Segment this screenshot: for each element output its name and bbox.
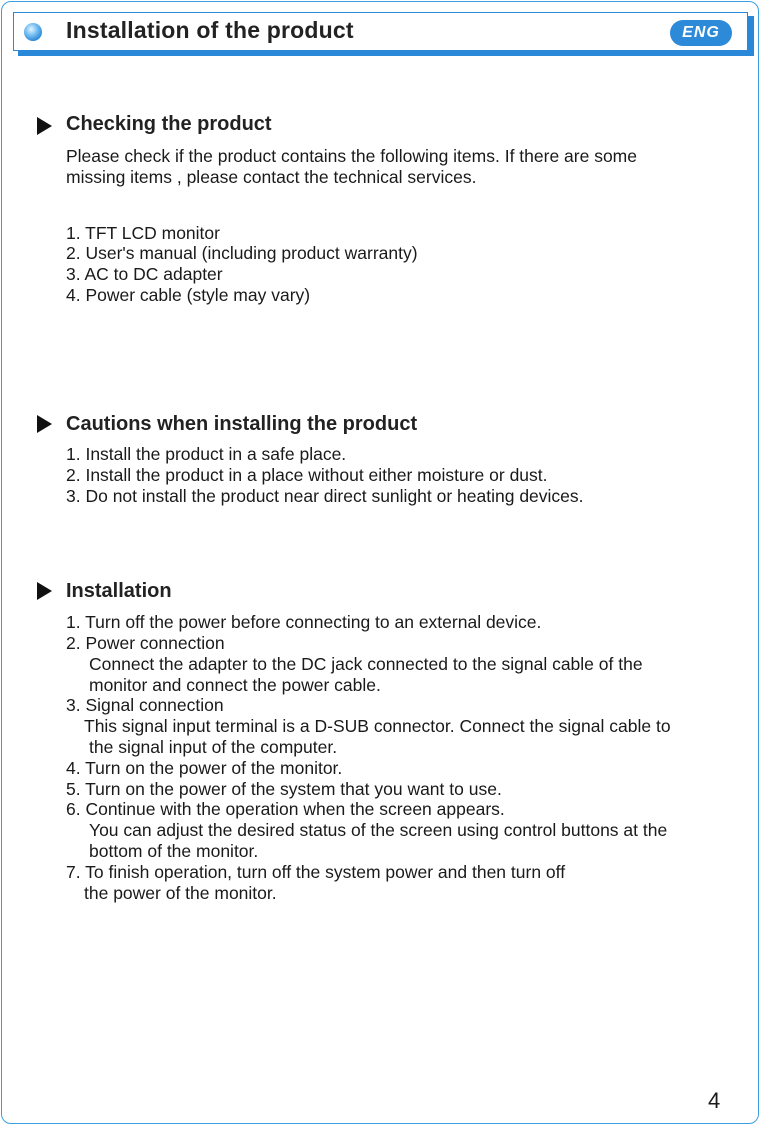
section-arrow-icon bbox=[37, 117, 52, 135]
installation-line: bottom of the monitor. bbox=[89, 841, 259, 861]
installation-line: the signal input of the computer. bbox=[89, 737, 338, 757]
cautions-list-item: 1. Install the product in a safe place. bbox=[66, 444, 347, 464]
installation-line: the power of the monitor. bbox=[84, 883, 277, 903]
checking-list-item: 2. User's manual (including product warranty) bbox=[66, 243, 418, 263]
cautions-list-item: 3. Do not install the product near direct sunlight or heating devices. bbox=[66, 486, 584, 506]
installation-line: 2. Power connection bbox=[66, 633, 225, 653]
checking-list-item: 1. TFT LCD monitor bbox=[66, 223, 220, 243]
section-arrow-icon bbox=[37, 582, 52, 600]
language-badge: ENG bbox=[670, 20, 732, 46]
installation-line: 6. Continue with the operation when the screen appears. bbox=[66, 799, 505, 819]
checking-intro-line: missing items , please contact the technical services. bbox=[66, 167, 477, 187]
installation-line: 5. Turn on the power of the system that you want to use. bbox=[66, 779, 502, 799]
section-arrow-icon bbox=[37, 415, 52, 433]
section-title-cautions: Cautions when installing the product bbox=[66, 413, 418, 435]
installation-line: This signal input terminal is a D-SUB connector. Connect the signal cable to bbox=[84, 716, 671, 736]
installation-line: monitor and connect the power cable. bbox=[89, 675, 381, 695]
checking-intro-line: Please check if the product contains the following items. If there are some bbox=[66, 146, 637, 166]
section-title-checking: Checking the product bbox=[66, 113, 272, 135]
bullet-circle-icon bbox=[24, 23, 42, 41]
checking-list-item: 3. AC to DC adapter bbox=[66, 264, 223, 284]
page-title: Installation of the product bbox=[66, 17, 354, 43]
installation-line: 3. Signal connection bbox=[66, 695, 224, 715]
installation-line: 1. Turn off the power before connecting to an external device. bbox=[66, 612, 542, 632]
section-title-installation: Installation bbox=[66, 580, 172, 602]
installation-line: 4. Turn on the power of the monitor. bbox=[66, 758, 343, 778]
checking-list-item: 4. Power cable (style may vary) bbox=[66, 285, 311, 305]
installation-line: You can adjust the desired status of the screen using control buttons at the bbox=[89, 820, 668, 840]
installation-line: 7. To finish operation, turn off the system power and then turn off bbox=[66, 862, 566, 882]
page-number: 4 bbox=[708, 1088, 721, 1113]
cautions-list-item: 2. Install the product in a place without either moisture or dust. bbox=[66, 465, 548, 485]
installation-line: Connect the adapter to the DC jack connected to the signal cable of the bbox=[89, 654, 643, 674]
